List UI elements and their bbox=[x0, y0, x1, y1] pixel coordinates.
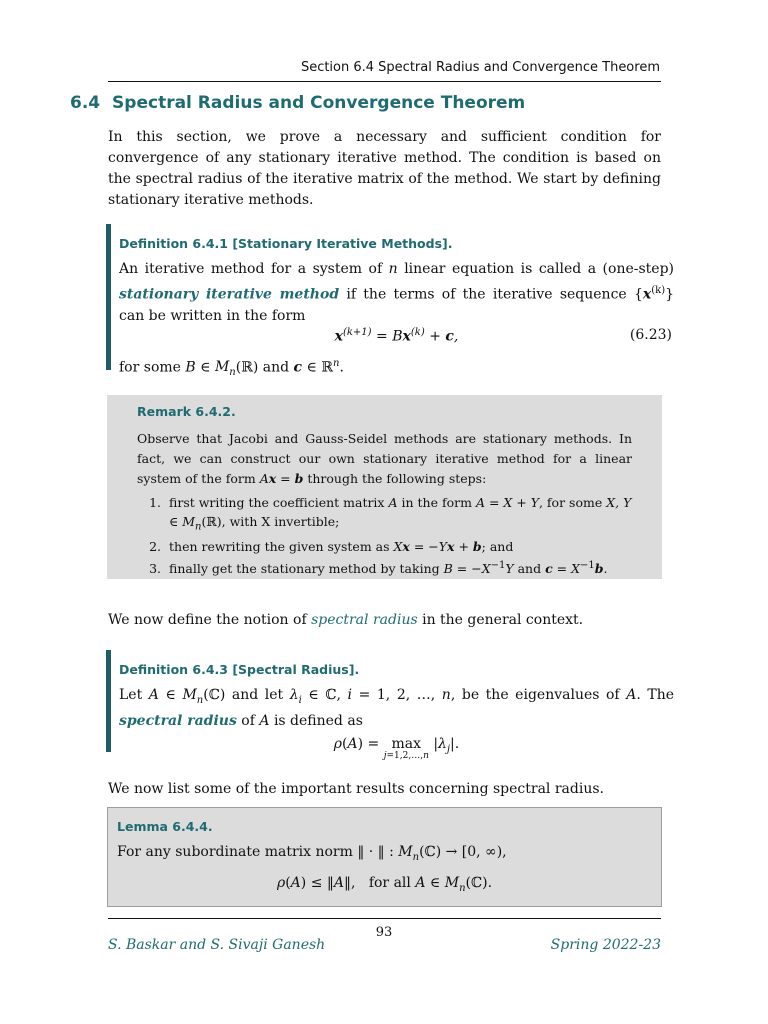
definition-stationary-methods bbox=[106, 224, 675, 379]
equation-6-23: $x^{(k+1)} = Bx^{(k)} + c$, (6.23) bbox=[334, 326, 672, 345]
section-title bbox=[70, 93, 525, 113]
lemma-inequality: ρ(A) ≤ ‖A‖, for all A ∈ $M_n(ℂ)$. bbox=[276, 874, 493, 894]
list-item: 1. first writing the coefficient matrix A in the form A = X + Y, for some X, Y ∈ $M_n(ℝ)$, with X invertible; bbox=[165, 493, 632, 537]
results-intro: We now list some of the important results concerning spectral radius. bbox=[108, 781, 604, 797]
section-number: 6.4 bbox=[70, 93, 101, 113]
term-spectral-radius: spectral radius bbox=[119, 712, 237, 729]
lemma-text: For any subordinate matrix norm ‖ · ‖ : $M_n(ℂ) \to [0$, ∞), bbox=[117, 844, 507, 863]
header-rule bbox=[108, 81, 661, 82]
footer-authors: S. Baskar and S. Sivaji Ganesh bbox=[108, 937, 326, 953]
footer-rule bbox=[108, 918, 661, 919]
remark-heading: Remark 6.4.2. bbox=[137, 404, 236, 419]
list-item: 2. then rewriting the given system as Xx = −Yx + b; and bbox=[165, 537, 632, 556]
running-header: Section 6.4 Spectral Radius and Convergence Theorem bbox=[300, 60, 660, 75]
remark-text: Observe that Jacobi and Gauss-Seidel methods are stationary methods. In fact, we can construct our own stationary iterative method for a linear system of the form Ax = b through the following steps: bbox=[137, 431, 632, 486]
term-stationary-iterative-method: stationary iterative method bbox=[119, 286, 340, 303]
definition-tail: for some B ∈ $M_n(ℝ)$ and c ∈ ℝ$^n$. bbox=[119, 357, 344, 379]
intro-paragraph: In this section, we prove a necessary and sufficient condition for convergence of any stationary iterative method. The condition is based on the spectral radius of the iterative matrix of the method. We start by defining stationary iterative methods. bbox=[108, 129, 661, 208]
equation-number: (6.23) bbox=[629, 326, 672, 343]
spectral-radius-link[interactable]: spectral radius bbox=[311, 612, 418, 628]
list-item: 3. finally get the stationary method by taking $B = -X^{-1}Y$ and $c = X^{-1}b$. bbox=[165, 556, 632, 578]
section-title-text: Spectral Radius and Convergence Theorem bbox=[112, 93, 526, 113]
page-number: 93 bbox=[375, 925, 393, 940]
definition-text: Let A ∈ $M_n(ℂ)$ and let $\lambda_i$ ∈ ℂ, i = 1, 2, …, n, be the eigenvalues of A. The spectral radius of A is defined as bbox=[119, 687, 674, 729]
lemma-box bbox=[107, 807, 662, 907]
definition-text: An iterative method for a system of n linear equation is called a (one-step) stationary iterative method if the terms of the iterative sequence $\{x^{(k)}\}$ can be written in the form bbox=[119, 261, 675, 324]
footer-term: Spring 2022-23 bbox=[550, 937, 661, 953]
lemma-heading: Lemma 6.4.4. bbox=[117, 819, 213, 834]
remark-box bbox=[107, 395, 662, 579]
definition-heading: Definition 6.4.1 [Stationary Iterative Methods]. bbox=[119, 236, 453, 251]
definition-heading: Definition 6.4.3 [Spectral Radius]. bbox=[119, 662, 360, 677]
spectral-radius-formula: ρ(A) = max $^{j=1,2,\dots,n}$ $|\lambda_j|$. bbox=[333, 735, 460, 761]
spectral-radius-intro: We now define the notion of spectral radius in the general context. bbox=[108, 612, 584, 628]
definition-spectral-radius bbox=[106, 650, 674, 761]
remark-steps bbox=[137, 493, 632, 578]
